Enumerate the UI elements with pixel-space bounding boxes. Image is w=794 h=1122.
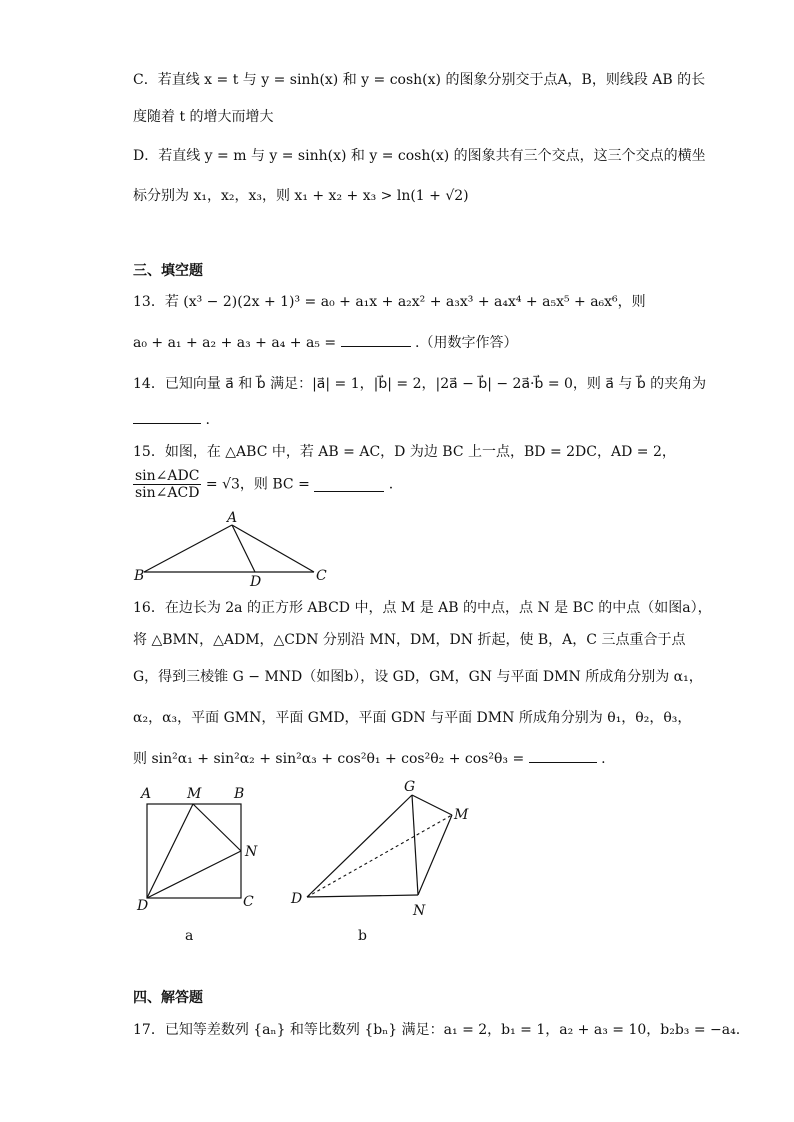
square-figure-a [135, 782, 265, 912]
option-c-line1: C．若直线 x = t 与 y = sinh(x) 和 y = cosh(x) 的图象分别交于点A，B，则线段 AB 的长 [133, 72, 706, 88]
question-15-fraction-numerator: sin∠ADC [135, 468, 200, 484]
label-g: G [404, 779, 416, 795]
figure-b-caption: b [358, 928, 367, 944]
question-14-period: . [205, 412, 210, 428]
section-heading-fill-in: 三、填空题 [133, 263, 203, 279]
option-d-line1: D．若直线 y = m 与 y = sinh(x) 和 y = cosh(x) 的图象共有三个交点，这三个交点的横坐 [133, 148, 706, 164]
question-15-period: . [388, 476, 394, 493]
question-16-period: . [601, 751, 606, 767]
label-m: M [187, 786, 202, 802]
option-d-line2: 标分别为 x₁，x₂，x₃，则 x₁ + x₂ + x₃ > ln(1 + √2) [133, 188, 469, 204]
figure-a-caption: a [185, 928, 194, 944]
label-d: D [250, 574, 262, 588]
question-13-note: .（用数字作答） [415, 335, 518, 351]
label-b: B [134, 568, 145, 584]
label-n: N [413, 903, 426, 919]
label-a: A [227, 510, 238, 526]
option-c-line2: 度随着 t 的增大而增大 [133, 109, 274, 125]
question-16-line4: α₂，α₃，平面 GMN，平面 GMD，平面 GDN 与平面 DMN 所成角分别为 θ₁，θ₂，θ₃， [133, 710, 692, 726]
question-15-line2 [133, 468, 393, 501]
question-15-line1: 15．如图，在 △ABC 中，若 AB = AC，D 为边 BC 上一点，BD = 2DC，AD = 2， [133, 444, 676, 460]
question-16-line3: G，得到三棱锥 G − MND（如图b），设 GD，GM，GN 与平面 DMN 所成角分别为 α₁， [133, 669, 703, 685]
question-13-sum: a₀ + a₁ + a₂ + a₃ + a₄ + a₅ = [133, 335, 337, 351]
label-d: D [137, 898, 149, 912]
answer-blank-13[interactable] [341, 332, 411, 347]
label-c: C [316, 568, 327, 584]
question-14-line1: 14．已知向量 a⃗ 和 b⃗ 满足：|a⃗| = 1，|b⃗| = 2，|2a⃗ − b⃗| − 2a⃗·b⃗ = 0，则 a⃗ 与 b⃗ 的夹角为 [133, 376, 707, 392]
label-a: A [141, 786, 152, 802]
question-16-line5 [133, 748, 606, 769]
label-b: B [234, 786, 245, 802]
question-13-line2 [133, 332, 517, 353]
triangle-abc-figure [130, 508, 340, 588]
question-15-fraction-denominator: sin∠ACD [135, 485, 200, 501]
question-17-line1: 17．已知等差数列 {aₙ} 和等比数列 {bₙ} 满足：a₁ = 2，b₁ = 1，a₂ + a₃ = 10，b₂b₃ = −a₄. [133, 1022, 741, 1038]
label-c: C [243, 894, 254, 910]
label-m: M [454, 807, 469, 823]
question-15-condition: = √3，则 BC = [205, 476, 310, 493]
label-d: D [291, 891, 303, 907]
answer-blank-15[interactable] [314, 477, 384, 492]
answer-blank-16[interactable] [529, 748, 597, 763]
question-16-line2: 将 △BMN，△ADM，△CDN 分别沿 MN，DM，DN 折起，使 B，A，C 三点重合于点 [133, 632, 686, 648]
question-13-line1: 13．若 (x³ − 2)(2x + 1)³ = a₀ + a₁x + a₂x² + a₃x³ + a₄x⁴ + a₅x⁵ + a₆x⁶，则 [133, 294, 646, 310]
section-heading-solutions: 四、解答题 [133, 990, 203, 1006]
question-16-expression: 则 sin²α₁ + sin²α₂ + sin²α₃ + cos²θ₁ + cos²θ₂ + cos²θ₃ = [133, 751, 525, 767]
label-n: N [245, 844, 258, 860]
answer-blank-14[interactable] [133, 409, 201, 424]
question-14-line2 [133, 409, 210, 430]
question-16-line1: 16．在边长为 2a 的正方形 ABCD 中，点 M 是 AB 的中点，点 N 是 BC 的中点（如图a）， [133, 600, 712, 616]
pyramid-figure-b [285, 775, 485, 920]
